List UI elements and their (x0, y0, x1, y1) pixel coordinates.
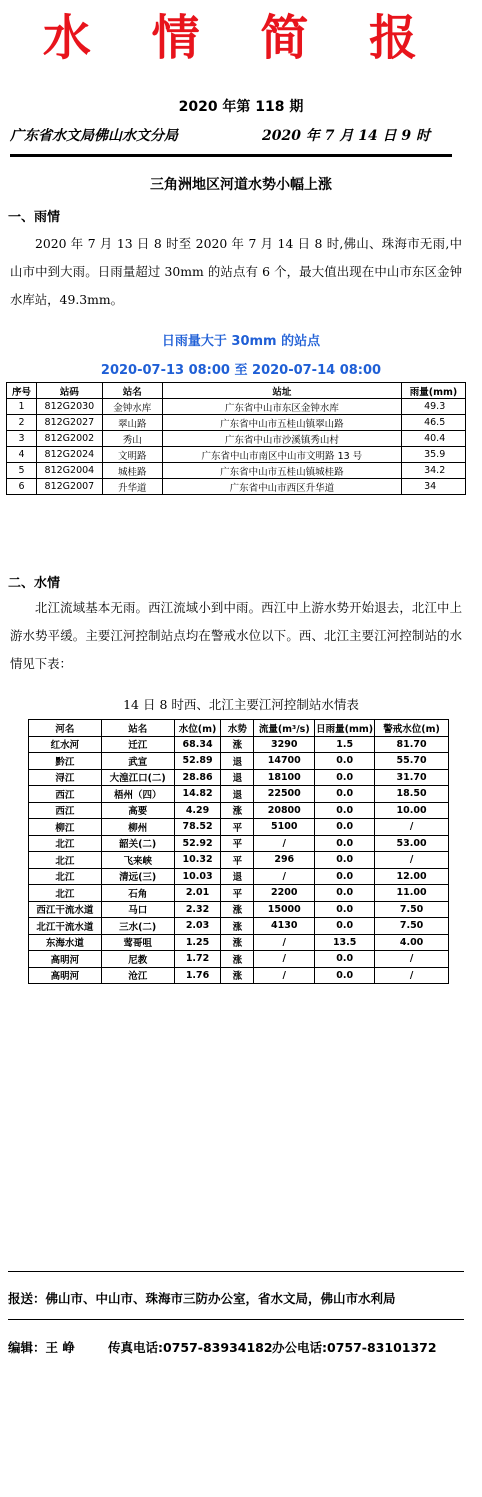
table-cell: 北江 (29, 885, 102, 902)
table-cell: 退 (221, 769, 254, 786)
table-cell: / (254, 868, 315, 885)
table-cell: 0.0 (315, 885, 375, 902)
table-cell: 平 (221, 819, 254, 836)
table-row (7, 415, 466, 431)
rainfall-table (6, 382, 466, 495)
table-cell: 黔江 (29, 753, 102, 770)
table-cell: 812G2004 (36, 463, 102, 479)
table-cell: 平 (221, 852, 254, 869)
table-cell: 0.0 (315, 951, 375, 968)
table-cell: 0.0 (315, 868, 375, 885)
table-cell: 1.5 (315, 736, 375, 753)
table-cell: 0.0 (315, 769, 375, 786)
table-cell: / (375, 967, 449, 984)
rain-table-period: 2020-07-13 08:00 至 2020-07-14 08:00 (100, 363, 382, 378)
col-header: 警戒水位(m) (375, 720, 449, 737)
table-header-row (7, 383, 466, 399)
table-cell: 红水河 (29, 736, 102, 753)
table-row (29, 934, 449, 951)
table-cell: 10.32 (174, 852, 221, 869)
table-cell: / (375, 852, 449, 869)
table-row (29, 769, 449, 786)
table-cell: 西江 (29, 786, 102, 803)
table-cell: / (254, 835, 315, 852)
table-cell: 梧州（四） (101, 786, 174, 803)
col-header: 河名 (29, 720, 102, 737)
rain-table-title: 日雨量大于 30mm 的站点 (161, 334, 321, 349)
table-cell: 4.00 (375, 934, 449, 951)
water-level-table (28, 719, 449, 984)
table-cell: 0.0 (315, 835, 375, 852)
table-row (7, 463, 466, 479)
col-header: 站码 (36, 383, 102, 399)
table-cell: 退 (221, 868, 254, 885)
table-cell: 5 (7, 463, 37, 479)
table-cell: 文明路 (102, 447, 162, 463)
table-cell: 广东省中山市西区升华道 (162, 479, 401, 495)
table-cell: 13.5 (315, 934, 375, 951)
table-cell: 涨 (221, 967, 254, 984)
table-cell: 广东省中山市沙溪镇秀山村 (162, 431, 401, 447)
table-cell: 1.25 (174, 934, 221, 951)
table-cell: 812G2007 (36, 479, 102, 495)
issue-number: 2020 年第 118 期 (178, 99, 304, 115)
footer-divider-top (8, 1271, 464, 1272)
table-cell: 升华道 (102, 479, 162, 495)
table-cell: 52.89 (174, 753, 221, 770)
table-cell: 马口 (101, 901, 174, 918)
table-cell: / (254, 951, 315, 968)
table-cell: 10.00 (375, 802, 449, 819)
table-row (7, 399, 466, 415)
table-cell: 35.9 (402, 447, 466, 463)
table-row (7, 431, 466, 447)
table-row (29, 753, 449, 770)
table-cell: 40.4 (402, 431, 466, 447)
table-cell: 广东省中山市东区金钟水库 (162, 399, 401, 415)
table-cell: 3290 (254, 736, 315, 753)
table-cell: 1.76 (174, 967, 221, 984)
table-row (29, 802, 449, 819)
table-cell: 广东省中山市南区中山市文明路 13 号 (162, 447, 401, 463)
table-cell: 翠山路 (102, 415, 162, 431)
table-cell: 78.52 (174, 819, 221, 836)
footer-divider-bottom (8, 1319, 464, 1320)
table-cell: / (254, 934, 315, 951)
table-cell: 49.3 (402, 399, 466, 415)
table-cell: 812G2002 (36, 431, 102, 447)
table-cell: 涨 (221, 951, 254, 968)
table-cell: 尼教 (101, 951, 174, 968)
table-cell: 西江干流水道 (29, 901, 102, 918)
table-row (29, 835, 449, 852)
table-cell: 18100 (254, 769, 315, 786)
section-rain-heading: 一、雨情 (8, 210, 61, 225)
table-cell: 0.0 (315, 819, 375, 836)
table-cell: 1 (7, 399, 37, 415)
col-header: 站址 (162, 383, 401, 399)
table-header-row (29, 720, 449, 737)
table-cell: 7.50 (375, 918, 449, 935)
table-cell: 10.03 (174, 868, 221, 885)
table-row (29, 819, 449, 836)
recipients-line: 报送：佛山市、中山市、珠海市三防办公室，省水文局，佛山市水利局 (8, 1291, 396, 1306)
table-cell: 平 (221, 885, 254, 902)
table-cell: 31.70 (375, 769, 449, 786)
table-cell: 2.03 (174, 918, 221, 935)
editor-name: 编辑：王 峥 (8, 1340, 75, 1355)
issuing-unit: 广东省水文局佛山水文分局 (10, 128, 178, 144)
table-row (29, 786, 449, 803)
table-cell: 北江 (29, 868, 102, 885)
table-cell: 0.0 (315, 918, 375, 935)
table-cell: 52.92 (174, 835, 221, 852)
table-cell: 平 (221, 835, 254, 852)
table-cell: 退 (221, 753, 254, 770)
table-cell: 12.00 (375, 868, 449, 885)
table-cell: 沧江 (101, 967, 174, 984)
bulletin-title: 水 情 简 报 (42, 10, 440, 66)
table-cell: 清远(三) (101, 868, 174, 885)
table-cell: 北江干流水道 (29, 918, 102, 935)
table-cell: 0.0 (315, 802, 375, 819)
table-cell: / (375, 819, 449, 836)
table-cell: 西江 (29, 802, 102, 819)
table-cell: 涨 (221, 918, 254, 935)
col-header: 日雨量(mm) (315, 720, 375, 737)
table-row (29, 951, 449, 968)
table-cell: 飞来峡 (101, 852, 174, 869)
table-cell: 金钟水库 (102, 399, 162, 415)
table-cell: 广东省中山市五桂山镇翠山路 (162, 415, 401, 431)
table-cell: 武宣 (101, 753, 174, 770)
headline: 三角洲地区河道水势小幅上涨 (150, 177, 332, 193)
table-cell: 3 (7, 431, 37, 447)
table-cell: 城桂路 (102, 463, 162, 479)
table-cell: 北江 (29, 852, 102, 869)
table-row (29, 918, 449, 935)
table-row (7, 447, 466, 463)
table-cell: 28.86 (174, 769, 221, 786)
table-cell: 5100 (254, 819, 315, 836)
header-divider (10, 154, 452, 157)
table-cell: 55.70 (375, 753, 449, 770)
table-cell: 柳州 (101, 819, 174, 836)
col-header: 雨量(mm) (402, 383, 466, 399)
table-row (29, 736, 449, 753)
table-cell: 34.2 (402, 463, 466, 479)
table-cell: 0.0 (315, 786, 375, 803)
table-cell: 18.50 (375, 786, 449, 803)
water-table-caption: 14 日 8 时西、北江主要江河控制站水情表 (123, 697, 359, 712)
table-cell: 2200 (254, 885, 315, 902)
table-cell: 296 (254, 852, 315, 869)
table-cell: 0.0 (315, 901, 375, 918)
table-row (29, 868, 449, 885)
table-cell: 46.5 (402, 415, 466, 431)
table-cell: 53.00 (375, 835, 449, 852)
col-header: 水位(m) (174, 720, 221, 737)
table-row (29, 901, 449, 918)
section-water-heading: 二、水情 (8, 576, 61, 591)
col-header: 站名 (102, 383, 162, 399)
issue-date: 2020 年 7 月 14 日 9 时 (262, 128, 431, 144)
table-row (29, 852, 449, 869)
table-cell: 4130 (254, 918, 315, 935)
table-cell: 81.70 (375, 736, 449, 753)
table-cell: 大湟江口(二) (101, 769, 174, 786)
table-cell: 7.50 (375, 901, 449, 918)
table-cell: 68.34 (174, 736, 221, 753)
table-cell: 高明河 (29, 967, 102, 984)
table-cell: 浔江 (29, 769, 102, 786)
table-cell: 14.82 (174, 786, 221, 803)
table-cell: 涨 (221, 934, 254, 951)
table-cell: / (375, 951, 449, 968)
table-row (29, 967, 449, 984)
table-cell: 涨 (221, 736, 254, 753)
section-rain-paragraph: 2020 年 7 月 13 日 8 时至 2020 年 7 月 14 日 8 时,佛山、珠海市无雨,中山市中到大雨。日雨量超过 30mm 的站点有 6 个，最大值出现在中山市东区金钟水库站，49.3mm。 (10, 236, 462, 307)
table-cell: 20800 (254, 802, 315, 819)
table-cell: 涨 (221, 901, 254, 918)
table-cell: 涨 (221, 802, 254, 819)
table-cell: 0.0 (315, 852, 375, 869)
table-cell: 高明河 (29, 951, 102, 968)
col-header: 流量(m³/s) (254, 720, 315, 737)
table-cell: 14700 (254, 753, 315, 770)
table-cell: 34 (402, 479, 466, 495)
table-cell: 6 (7, 479, 37, 495)
col-header: 序号 (7, 383, 37, 399)
table-cell: 0.0 (315, 753, 375, 770)
table-row (7, 479, 466, 495)
table-cell: 2 (7, 415, 37, 431)
table-cell: 韶关(二) (101, 835, 174, 852)
col-header: 站名 (101, 720, 174, 737)
table-cell: 三水(二) (101, 918, 174, 935)
table-cell: 石角 (101, 885, 174, 902)
table-cell: 莺哥咀 (101, 934, 174, 951)
col-header: 水势 (221, 720, 254, 737)
table-cell: 柳江 (29, 819, 102, 836)
table-cell: 11.00 (375, 885, 449, 902)
section-water-paragraph: 北江流域基本无雨。西江流域小到中雨。西江中上游水势开始退去，北江中上游水势平缓。主要江河控制站点均在警戒水位以下。西、北江主要江河控制站的水情见下表： (10, 600, 462, 671)
table-cell: 812G2027 (36, 415, 102, 431)
table-cell: 退 (221, 786, 254, 803)
office-phone: 办公电话:0757-83101372 (272, 1340, 437, 1355)
table-cell: 4 (7, 447, 37, 463)
table-cell: 4.29 (174, 802, 221, 819)
table-cell: 高要 (101, 802, 174, 819)
table-cell: 2.01 (174, 885, 221, 902)
table-cell: 秀山 (102, 431, 162, 447)
table-cell: / (254, 967, 315, 984)
table-cell: 东海水道 (29, 934, 102, 951)
table-cell: 15000 (254, 901, 315, 918)
table-cell: 22500 (254, 786, 315, 803)
table-cell: 812G2030 (36, 399, 102, 415)
table-cell: 2.32 (174, 901, 221, 918)
table-cell: 812G2024 (36, 447, 102, 463)
table-cell: 0.0 (315, 967, 375, 984)
table-cell: 北江 (29, 835, 102, 852)
table-cell: 迁江 (101, 736, 174, 753)
table-cell: 广东省中山市五桂山镇城桂路 (162, 463, 401, 479)
table-cell: 1.72 (174, 951, 221, 968)
fax-number: 传真电话:0757-83934182 (108, 1340, 273, 1355)
table-row (29, 885, 449, 902)
